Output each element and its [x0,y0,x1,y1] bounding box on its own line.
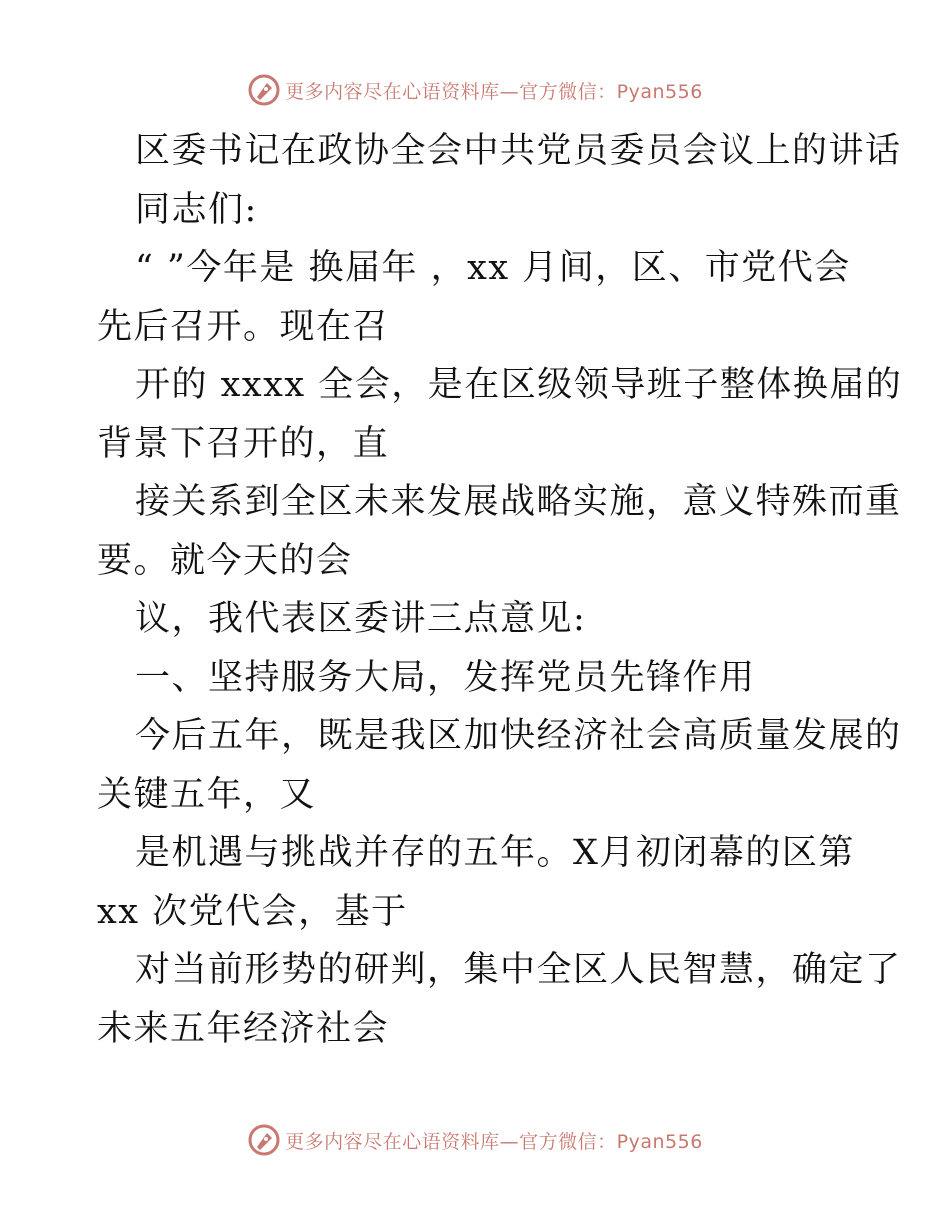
section-heading: 一、坚持服务大局，发挥党员先锋作用 [135,657,756,698]
paragraph-line: 今后五年，既是我区加快经济社会高质量发展的 [135,716,902,756]
salutation: 同志们: [135,189,258,230]
paragraph-line: 开的 xxxx 全会，是在区级领导班子整体换届的 [135,365,903,405]
pen-nib-logo-icon [247,73,281,107]
paragraph-line: “ ”今年是 换届年 ，xx 月间，区、市党代会 [135,248,851,288]
paragraph-line: 对当前形势的研判，集中全区人民智慧，确定了 [135,950,902,990]
paragraph-line: xx 次党代会，基于 [97,891,408,932]
paragraph-line: 是机遇与挑战并存的五年。X月初闭幕的区第 [135,833,855,873]
pen-nib-logo-icon [247,1123,281,1157]
watermark-banner-bottom [0,1120,950,1160]
watermark-banner-top [0,70,950,110]
paragraph-line: 接关系到全区未来发展战略实施，意义特殊而重 [135,482,902,522]
paragraph-line: 关键五年，又 [97,774,317,815]
paragraph-line: 未来五年经济社会 [97,1008,390,1049]
document-title: 区委书记在政协全会中共党员委员会议上的讲话 [135,131,902,171]
paragraph-line: 背景下召开的，直 [97,423,390,464]
watermark-text: 更多内容尽在心语资料库—官方微信：Pyan556 [285,1130,703,1153]
paragraph-line: 先后召开。现在召 [97,306,390,347]
watermark-text: 更多内容尽在心语资料库—官方微信：Pyan556 [285,80,703,103]
paragraph-line: 要。就今天的会 [97,540,353,581]
document-body [97,122,903,1058]
paragraph-line: 议，我代表区委讲三点意见: [135,599,587,639]
